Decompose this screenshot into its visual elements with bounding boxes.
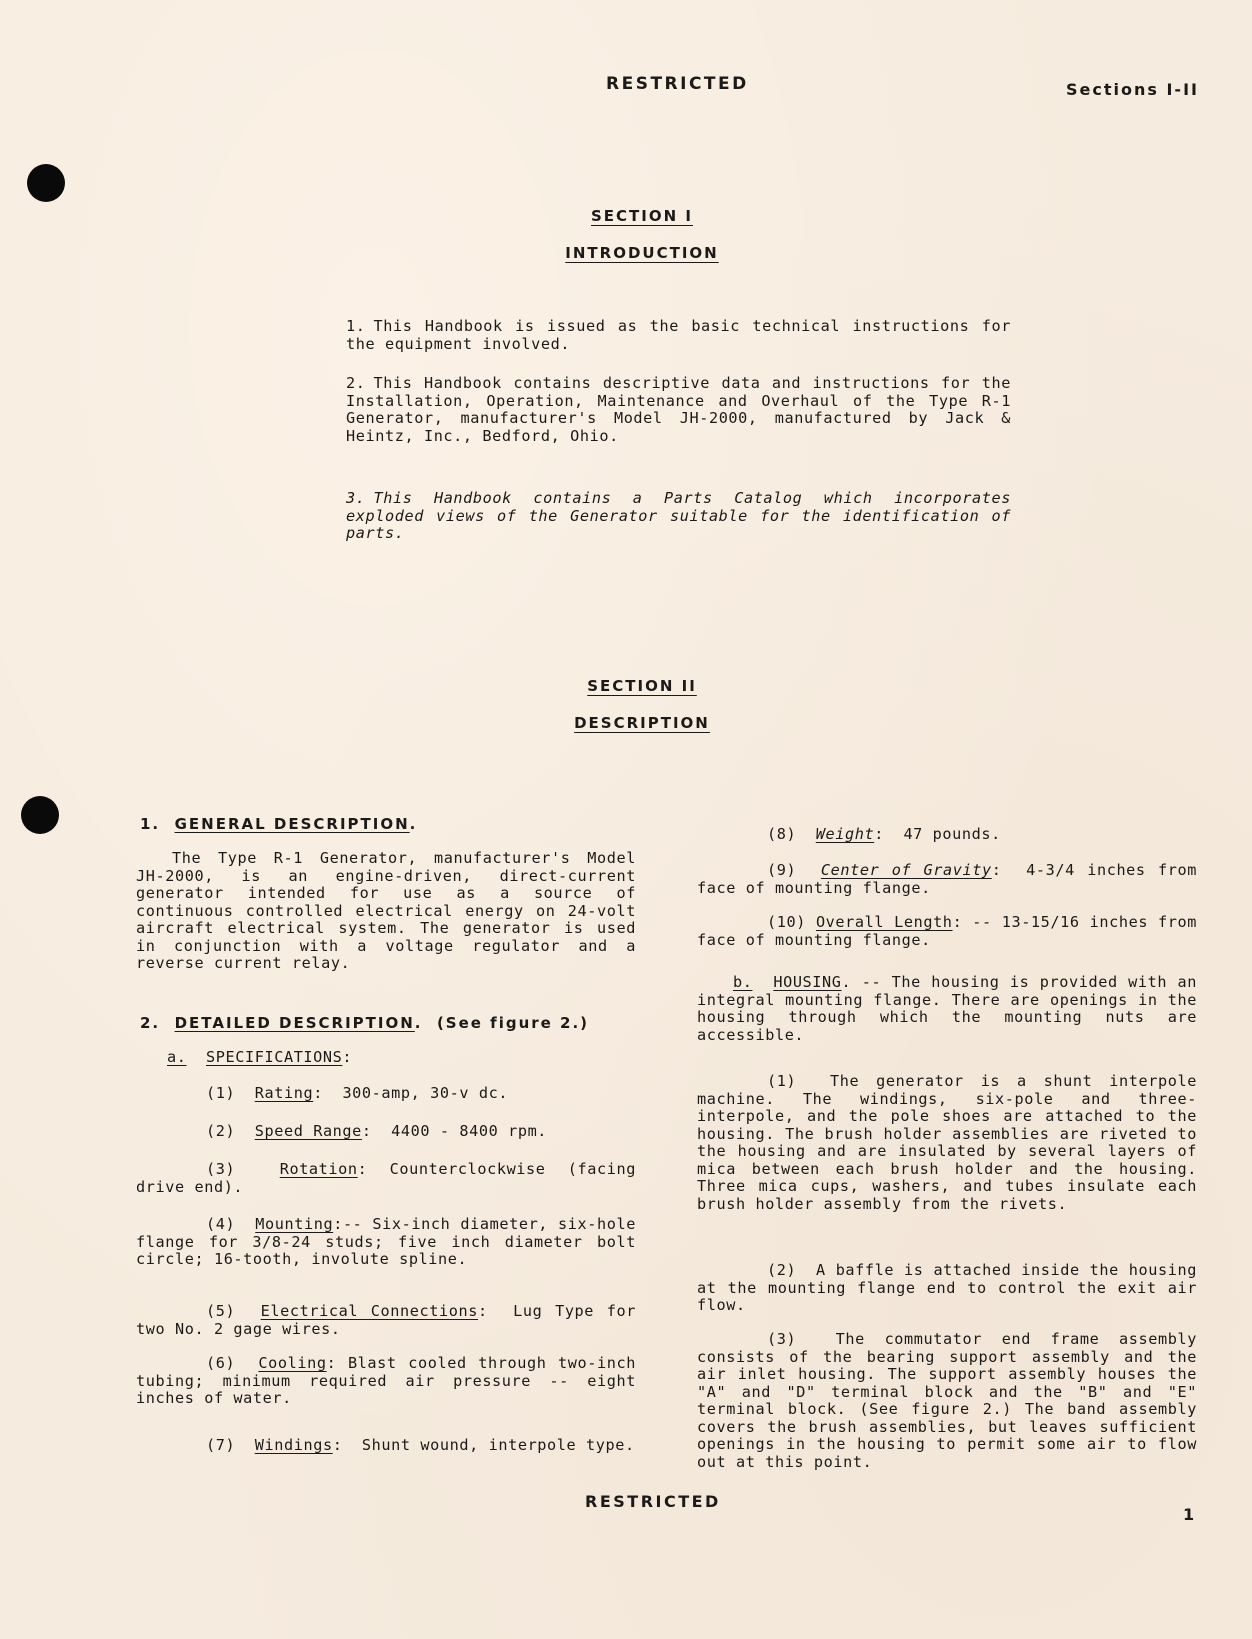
item-label: Overall Length bbox=[815, 913, 953, 931]
item-label: Speed Range bbox=[254, 1122, 362, 1140]
subsection-letter: b. bbox=[733, 973, 753, 991]
item-number: (2) bbox=[206, 1122, 236, 1140]
housing-intro: b. HOUSING. -- The housing is provided with an integral mounting flange. There are openings in the housing through which the mounting nuts are accessible. bbox=[697, 973, 1197, 1044]
item-label: Windings bbox=[254, 1436, 333, 1454]
footer-classification: RESTRICTED bbox=[585, 1492, 721, 1511]
item-label: Electrical Connections bbox=[260, 1302, 478, 1320]
paragraph-number: 2. bbox=[346, 374, 366, 392]
item-number: (5) bbox=[206, 1302, 236, 1320]
spec-item-rating: (1) Rating: 300-amp, 30-v dc. bbox=[206, 1084, 509, 1102]
item-number: (8) bbox=[767, 825, 797, 843]
paragraph-text: This Handbook is issued as the basic technical instructions for the equipment involved. bbox=[346, 317, 1011, 353]
item-label: Center of Gravity bbox=[820, 861, 992, 879]
item-label: Rotation bbox=[279, 1160, 358, 1178]
item-label: Weight bbox=[815, 825, 875, 843]
item-label: Mounting bbox=[255, 1215, 334, 1233]
item-number: (3) bbox=[206, 1160, 236, 1178]
heading-text: GENERAL DESCRIPTION bbox=[174, 815, 410, 833]
item-value: Lug Type for two No. 2 gage wires. bbox=[136, 1302, 636, 1338]
subsection-heading: SPECIFICATIONS bbox=[206, 1048, 343, 1066]
paragraph-text: The generator is a shunt interpole machine. The windings, six-pole and three-interpole, and the pole shoes are attached to the housing. The brush holder assemblies are riveted to the housing and are insulated by several layers of mica between each brush holder and the housing. Three mica cups, washers, and tubes insulate each brush holder assembly from the rivets. bbox=[697, 1072, 1197, 1213]
section-2-title bbox=[32, 677, 1252, 695]
item-number: (10) bbox=[767, 913, 806, 931]
housing-item-2 bbox=[697, 1262, 1197, 1315]
item-number: (1) bbox=[206, 1084, 236, 1102]
general-description-heading: 1. GENERAL DESCRIPTION. bbox=[140, 815, 418, 833]
item-number: (1) bbox=[767, 1072, 797, 1090]
item-number: (6) bbox=[206, 1354, 236, 1372]
intro-paragraph-2 bbox=[346, 375, 1011, 445]
item-value: Counterclockwise (facing drive end). bbox=[136, 1160, 636, 1196]
subsection-letter: a. bbox=[167, 1048, 187, 1066]
intro-paragraph-3 bbox=[346, 490, 1011, 543]
header-classification: RESTRICTED bbox=[606, 74, 749, 94]
binder-hole-top bbox=[27, 164, 65, 202]
item-number: (9) bbox=[767, 861, 797, 879]
item-value: 4400 - 8400 rpm. bbox=[391, 1122, 548, 1140]
spec-item-mounting: (4) Mounting:-- Six-inch diameter, six-hole flange for 3/8-24 studs; five inch diameter bolt circle; 16-tooth, involute spline. bbox=[136, 1215, 636, 1268]
spec-item-electrical-connections: (5) Electrical Connections: Lug Type for two No. 2 gage wires. bbox=[136, 1302, 636, 1338]
section-1-title-text: SECTION I bbox=[591, 207, 693, 225]
heading-number: 1. bbox=[140, 815, 161, 833]
item-number: (4) bbox=[206, 1215, 236, 1233]
paragraph-number: 3. bbox=[346, 489, 366, 507]
section-2-subtitle bbox=[32, 714, 1252, 732]
paragraph-text: This Handbook contains descriptive data and instructions for the Installation, Operation, Maintenance and Overhaul of the Type R-1 Generator, manufacturer's Model JH-2000, manufactured by Jack & Heintz, Inc., Bedford, Ohio. bbox=[346, 374, 1011, 445]
item-value: 300-amp, 30-v dc. bbox=[342, 1084, 509, 1102]
item-value: -- Six-inch diameter, six-hole flange for 3/8-24 studs; five inch diameter bolt circle; 16-tooth, involute spline. bbox=[136, 1215, 636, 1268]
item-label: Rating bbox=[254, 1084, 314, 1102]
specifications-heading: a. SPECIFICATIONS: bbox=[167, 1048, 353, 1066]
paragraph-text: This Handbook contains a Parts Catalog which incorporates exploded views of the Generator suitable for the identification of parts. bbox=[346, 489, 1011, 542]
figure-reference: (See figure 2.) bbox=[436, 1014, 590, 1032]
item-label: Cooling bbox=[258, 1354, 327, 1372]
spec-item-cooling: (6) Cooling: Blast cooled through two-inch tubing; minimum required air pressure -- eight inches of water. bbox=[136, 1354, 636, 1407]
paragraph-text: A baffle is attached inside the housing at the mounting flange end to control the exit air flow. bbox=[697, 1261, 1197, 1314]
heading-text: DETAILED DESCRIPTION bbox=[174, 1014, 415, 1032]
item-value: Blast cooled through two-inch tubing; minimum required air pressure -- eight inches of water. bbox=[136, 1354, 636, 1407]
heading-number: 2. bbox=[140, 1014, 161, 1032]
section-1-title bbox=[32, 207, 1252, 225]
item-number: (7) bbox=[206, 1436, 236, 1454]
section-1-subtitle-text: INTRODUCTION bbox=[565, 244, 719, 262]
section-1-subtitle bbox=[32, 244, 1252, 262]
housing-item-3 bbox=[697, 1331, 1197, 1471]
housing-item-1 bbox=[697, 1073, 1197, 1213]
paragraph-number: 1. bbox=[346, 317, 366, 335]
section-2-subtitle-text: DESCRIPTION bbox=[574, 714, 710, 732]
item-value: 47 pounds. bbox=[903, 825, 1001, 843]
item-value: Shunt wound, interpole type. bbox=[361, 1436, 635, 1454]
item-value: 4-3/4 inches from face of mounting flange. bbox=[697, 861, 1197, 897]
intro-paragraph-1 bbox=[346, 318, 1011, 353]
general-description-text bbox=[136, 850, 636, 973]
footer-page-number: 1 bbox=[1183, 1505, 1197, 1524]
item-number: (3) bbox=[767, 1330, 797, 1348]
spec-item-speed-range: (2) Speed Range: 4400 - 8400 rpm. bbox=[206, 1122, 548, 1140]
paragraph-text: The commutator end frame assembly consists of the bearing support assembly and the air inlet housing. The support assembly houses the "A" and "D" terminal block and the "B" and "E" terminal block. (See figure 2.) The band assembly covers the brush assemblies, but leaves sufficient openings in the housing to permit some air to flow out at this point. bbox=[697, 1330, 1197, 1471]
paragraph-text: -- The housing is provided with an integral mounting flange. There are openings in the housing through which the mounting nuts are accessible. bbox=[697, 973, 1197, 1044]
item-number: (2) bbox=[767, 1261, 797, 1279]
section-2-title-text: SECTION II bbox=[587, 677, 697, 695]
spec-item-weight: (8) Weight: 47 pounds. bbox=[767, 825, 1001, 843]
spec-item-rotation: (3) Rotation: Counterclockwise (facing drive end). bbox=[136, 1160, 636, 1196]
paragraph-text: The Type R-1 Generator, manufacturer's Model JH-2000, is an engine-driven, direct-current generator intended for use as a source of continuous controlled electrical energy on 24-volt aircraft electrical system. The generator is used in conjunction with a voltage regulator and a reverse current relay. bbox=[136, 849, 636, 972]
header-sections-label: Sections I-II bbox=[1066, 80, 1199, 99]
spec-item-overall-length: (10) Overall Length: -- 13-15/16 inches from face of mounting flange. bbox=[697, 913, 1197, 949]
spec-item-windings: (7) Windings: Shunt wound, interpole type. bbox=[206, 1436, 635, 1454]
binder-hole-middle bbox=[21, 796, 59, 834]
subsection-heading: HOUSING bbox=[773, 973, 842, 991]
item-value: -- 13-15/16 inches from face of mounting flange. bbox=[697, 913, 1197, 949]
detailed-description-heading: 2. DETAILED DESCRIPTION. (See figure 2.) bbox=[140, 1014, 590, 1032]
spec-item-center-of-gravity: (9) Center of Gravity: 4-3/4 inches from face of mounting flange. bbox=[697, 861, 1197, 897]
